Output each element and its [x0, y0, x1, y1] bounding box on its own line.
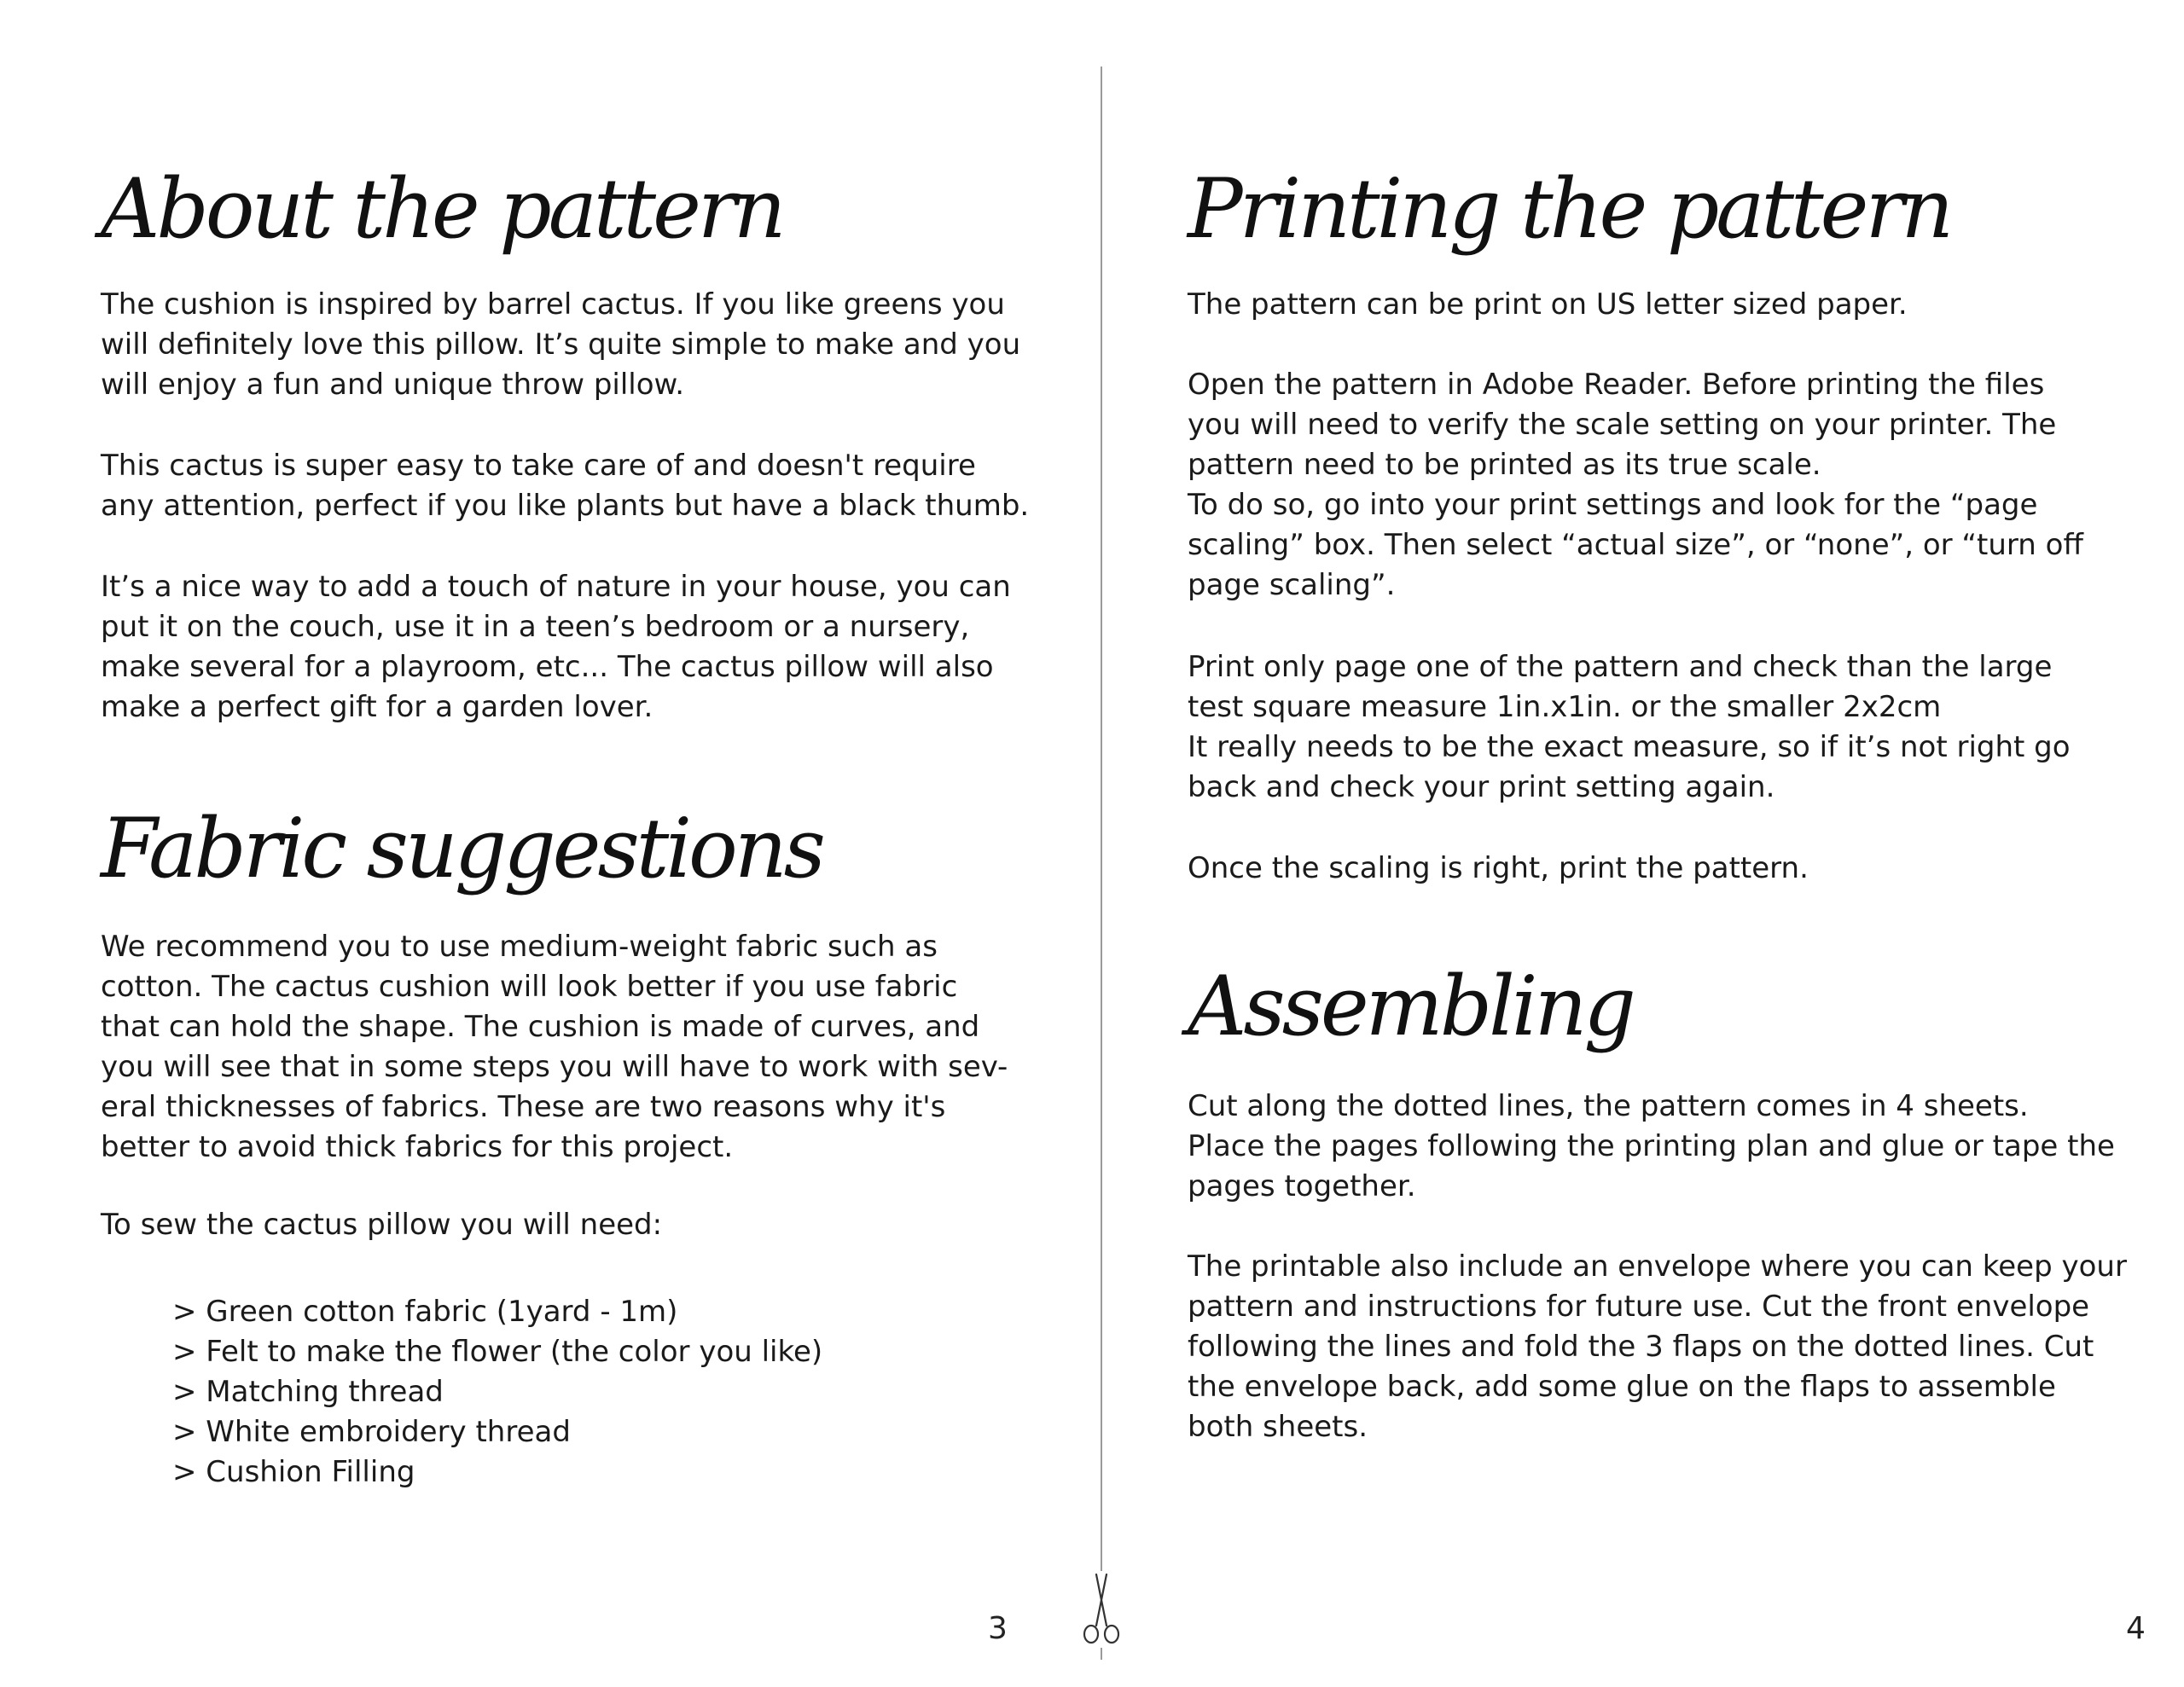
fabric-heading: Fabric suggestions: [101, 801, 822, 896]
about-paragraph-2: [101, 446, 1029, 526]
about-heading: About the pattern: [101, 161, 783, 257]
right-page: [1102, 0, 2184, 1687]
list-item: > Green cotton fabric (1yard - 1m): [172, 1292, 822, 1332]
assembling-paragraph-1: [1188, 1087, 2115, 1207]
text-line: following the lines and fold the 3 flaps on the dotted lines. Cut: [1188, 1330, 2094, 1364]
text-line: The pattern can be print on US letter sized paper.: [1188, 287, 1908, 322]
page-number: 3: [988, 1611, 1008, 1646]
text-line: will enjoy a fun and unique throw pillow.: [101, 368, 685, 402]
needs-intro: To sew the cactus pillow you will need:: [101, 1208, 663, 1242]
printing-paragraph-2: [1188, 365, 2083, 606]
text-line: put it on the couch, use it in a teen’s bedroom or a nursery,: [101, 610, 970, 644]
printing-paragraph-4: [1188, 849, 1809, 889]
text-line: This cactus is super easy to take care of and doesn't require: [101, 449, 976, 483]
assembling-heading: Assembling: [1188, 959, 1633, 1054]
text-line: make several for a playroom, etc... The cactus pillow will also: [101, 650, 994, 684]
text-line: back and check your print setting again.: [1188, 770, 1775, 804]
text-line: better to avoid thick fabrics for this project.: [101, 1130, 734, 1164]
printing-paragraph-3: [1188, 647, 2071, 808]
text-line: make a perfect gift for a garden lover.: [101, 690, 653, 724]
about-paragraph-1: [101, 285, 1020, 405]
text-line: any attention, perfect if you like plants but have a black thumb.: [101, 489, 1030, 523]
list-item: > Cushion Filling: [172, 1452, 822, 1493]
text-line: scaling” box. Then select “actual size”, or “none”, or “turn off: [1188, 528, 2083, 562]
text-line: It really needs to be the exact measure, so if it’s not right go: [1188, 730, 2071, 764]
printing-paragraph-1: [1188, 285, 1908, 325]
text-line: It’s a nice way to add a touch of nature in your house, you can: [101, 570, 1011, 604]
fabric-paragraph: [101, 927, 1008, 1168]
list-item: > Matching thread: [172, 1372, 822, 1412]
list-item: > Felt to make the flower (the color you like): [172, 1332, 822, 1372]
text-line: The printable also include an envelope where you can keep your: [1188, 1249, 2127, 1284]
text-line: Place the pages following the printing plan and glue or tape the: [1188, 1129, 2115, 1163]
list-item: > White embroidery thread: [172, 1412, 822, 1452]
text-line: The cushion is inspired by barrel cactus. If you like greens you: [101, 287, 1005, 322]
page-number: 4: [2126, 1611, 2146, 1646]
text-line: Print only page one of the pattern and check than the large: [1188, 650, 2053, 684]
text-line: Once the scaling is right, print the pattern.: [1188, 851, 1809, 885]
text-line: Cut along the dotted lines, the pattern comes in 4 sheets.: [1188, 1089, 2029, 1123]
about-paragraph-3: [101, 567, 1011, 728]
text-line: We recommend you to use medium-weight fabric such as: [101, 930, 938, 964]
printing-heading: Printing the pattern: [1188, 161, 1951, 257]
text-line: Open the pattern in Adobe Reader. Before printing the files: [1188, 368, 2045, 402]
text-line: eral thicknesses of fabrics. These are two reasons why it's: [101, 1090, 946, 1124]
text-line: test square measure 1in.x1in. or the smaller 2x2cm: [1188, 690, 1942, 724]
text-line: pages together.: [1188, 1169, 1416, 1203]
assembling-paragraph-2: [1188, 1247, 2127, 1447]
text-line: cotton. The cactus cushion will look better if you use fabric: [101, 970, 958, 1004]
text-line: that can hold the shape. The cushion is made of curves, and: [101, 1010, 980, 1044]
text-line: both sheets.: [1188, 1410, 1368, 1444]
text-line: you will need to verify the scale setting on your printer. The: [1188, 408, 2057, 442]
text-line: will definitely love this pillow. It’s quite simple to make and you: [101, 328, 1021, 362]
text-line: you will see that in some steps you will have to work with sev-: [101, 1050, 1008, 1084]
text-line: the envelope back, add some glue on the flaps to assemble: [1188, 1370, 2056, 1404]
text-line: To do so, go into your print settings and look for the “page: [1188, 488, 2038, 522]
supplies-list: [172, 1292, 822, 1493]
text-line: pattern need to be printed as its true scale.: [1188, 448, 1821, 482]
text-line: pattern and instructions for future use. Cut the front envelope: [1188, 1290, 2090, 1324]
text-line: page scaling”.: [1188, 568, 1396, 602]
